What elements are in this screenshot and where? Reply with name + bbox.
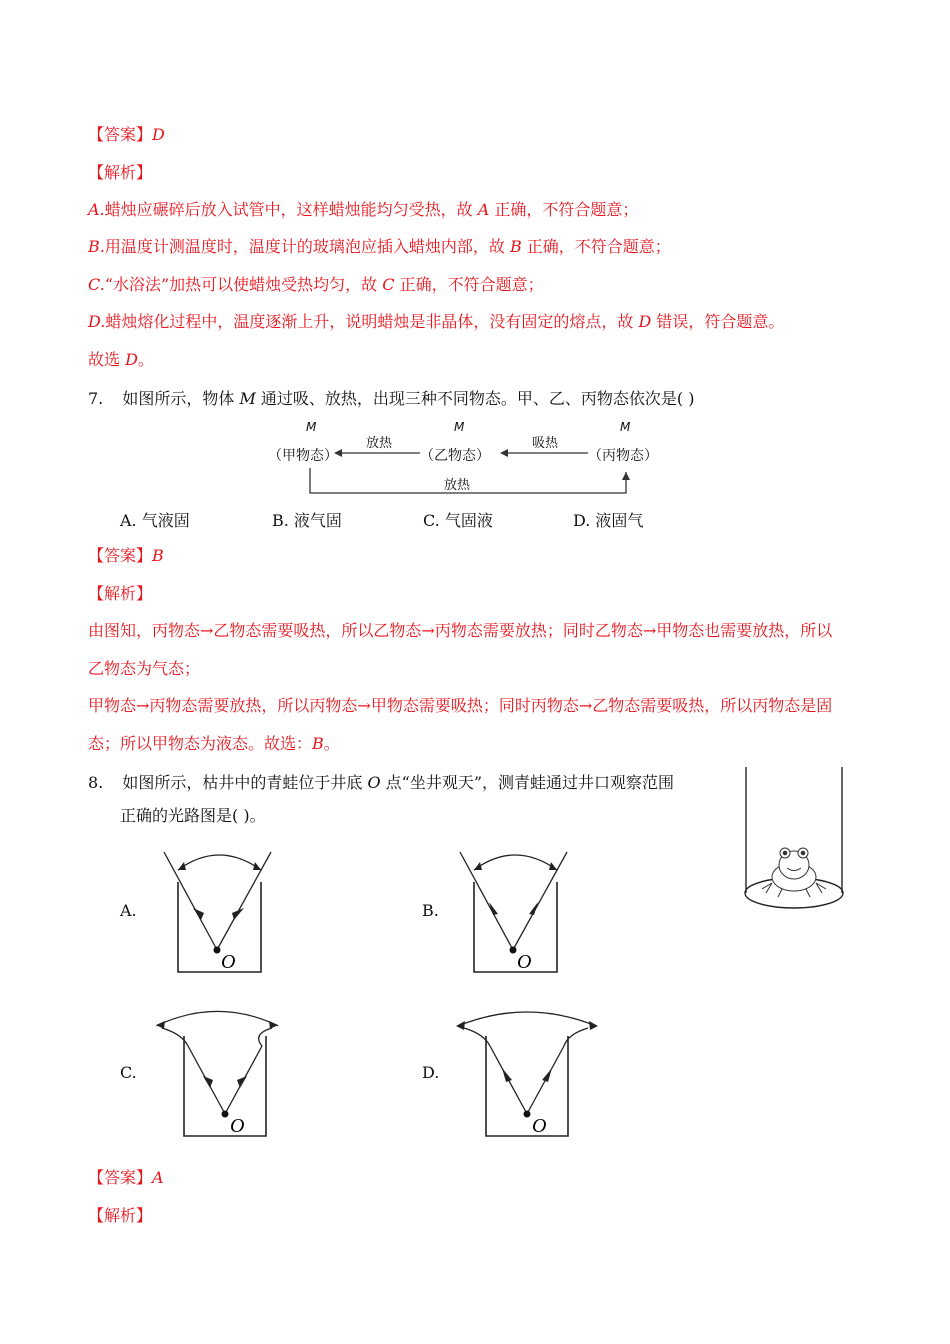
q8-diagram-a[interactable]	[158, 842, 278, 982]
q8-stem-1: 8. 如图所示，枯井中的青蛙位于井底 O 点“坐井观天”，测青蛙通过井口观察范围	[88, 773, 675, 792]
state-c: （丙物态）	[588, 448, 658, 464]
q7-stem: 7. 如图所示，物体 M 通过吸、放热，出现三种不同物态。甲、乙、丙物态依次是( )	[88, 389, 695, 408]
arrow-label-1: 放热	[366, 436, 393, 451]
q7-option-a[interactable]: A. 气液固	[120, 511, 190, 530]
q8-option-b-label[interactable]: B.	[422, 901, 439, 920]
q7-analysis-line-2: 乙物态为气态；	[88, 659, 201, 678]
frog-icon	[762, 848, 826, 897]
answer-value: D	[152, 125, 165, 144]
q7-option-b[interactable]: B. 液气固	[272, 511, 342, 530]
m-label-a: M	[306, 420, 317, 434]
q8-answer: 【答案】A	[88, 1168, 164, 1187]
state-change-diagram	[270, 420, 670, 500]
frog-in-well-illustration	[738, 765, 850, 915]
q7-option-c[interactable]: C. 气固液	[423, 511, 493, 530]
m-label-c: M	[620, 420, 631, 434]
q6-analysis-line-c: C.“水浴法”加热可以使蜡烛受热均匀，故 C 正确，不符合题意；	[88, 275, 544, 294]
q7-analysis-tag: 【解析】	[88, 584, 153, 603]
q6-conclusion: 故选 D。	[88, 350, 154, 369]
q8-number: 8.	[88, 773, 104, 792]
q7-answer: 【答案】B	[88, 546, 164, 565]
state-a: （甲物态）	[268, 448, 338, 464]
q7-analysis-line-1: 由图知，丙物态→乙物态需要吸热，所以乙物态→丙物态需要放热；同时乙物态→甲物态也需要放热，所以	[88, 621, 833, 640]
q8-diagram-c[interactable]	[152, 1006, 282, 1141]
arrow-label-3: 放热	[444, 478, 471, 493]
q8-diagram-d[interactable]	[452, 1006, 602, 1141]
q7-option-d[interactable]: D. 液固气	[573, 511, 644, 530]
q6-analysis-line-d: D.蜡烛熔化过程中，温度逐渐上升，说明蜡烛是非晶体，没有固定的熔点，故 D 错误，符合题意。	[88, 312, 785, 331]
q6-analysis-tag: 【解析】	[88, 163, 153, 182]
m-label-b: M	[454, 420, 465, 434]
answer-tag: 【答案】	[88, 125, 153, 144]
svg-text:O: O	[230, 1115, 245, 1137]
arrow-head-2	[500, 449, 508, 457]
q8-stem-2: 正确的光路图是( )。	[120, 806, 266, 825]
q6-answer	[88, 124, 165, 146]
state-b: （乙物态）	[420, 448, 490, 464]
arrow-label-2: 吸热	[532, 436, 559, 451]
q8-option-a-label[interactable]: A.	[120, 901, 137, 920]
q7-number: 7.	[88, 389, 104, 408]
q8-option-d-label[interactable]: D.	[422, 1063, 440, 1082]
q8-analysis-tag: 【解析】	[88, 1206, 153, 1225]
arrow-head-3	[622, 472, 630, 480]
point-o-label: O	[221, 951, 236, 973]
q7-analysis-line-4: 态；所以甲物态为液态。故选：B。	[88, 734, 340, 753]
q6-analysis-line-a: A.蜡烛应碾碎后放入试管中，这样蜡烛能均匀受热，故 A 正确，不符合题意；	[88, 200, 639, 219]
svg-text:O: O	[517, 951, 532, 973]
q8-diagram-b[interactable]	[454, 842, 574, 982]
q8-option-c-label[interactable]: C.	[120, 1063, 137, 1082]
svg-text:O: O	[532, 1115, 547, 1137]
q7-analysis-line-3: 甲物态→丙物态需要放热，所以丙物态→甲物态需要吸热；同时丙物态→乙物态需要吸热，所以丙物态是固	[88, 696, 833, 715]
q6-analysis-line-b: B.用温度计测温度时，温度计的玻璃泡应插入蜡烛内部，故 B 正确，不符合题意；	[88, 237, 671, 256]
